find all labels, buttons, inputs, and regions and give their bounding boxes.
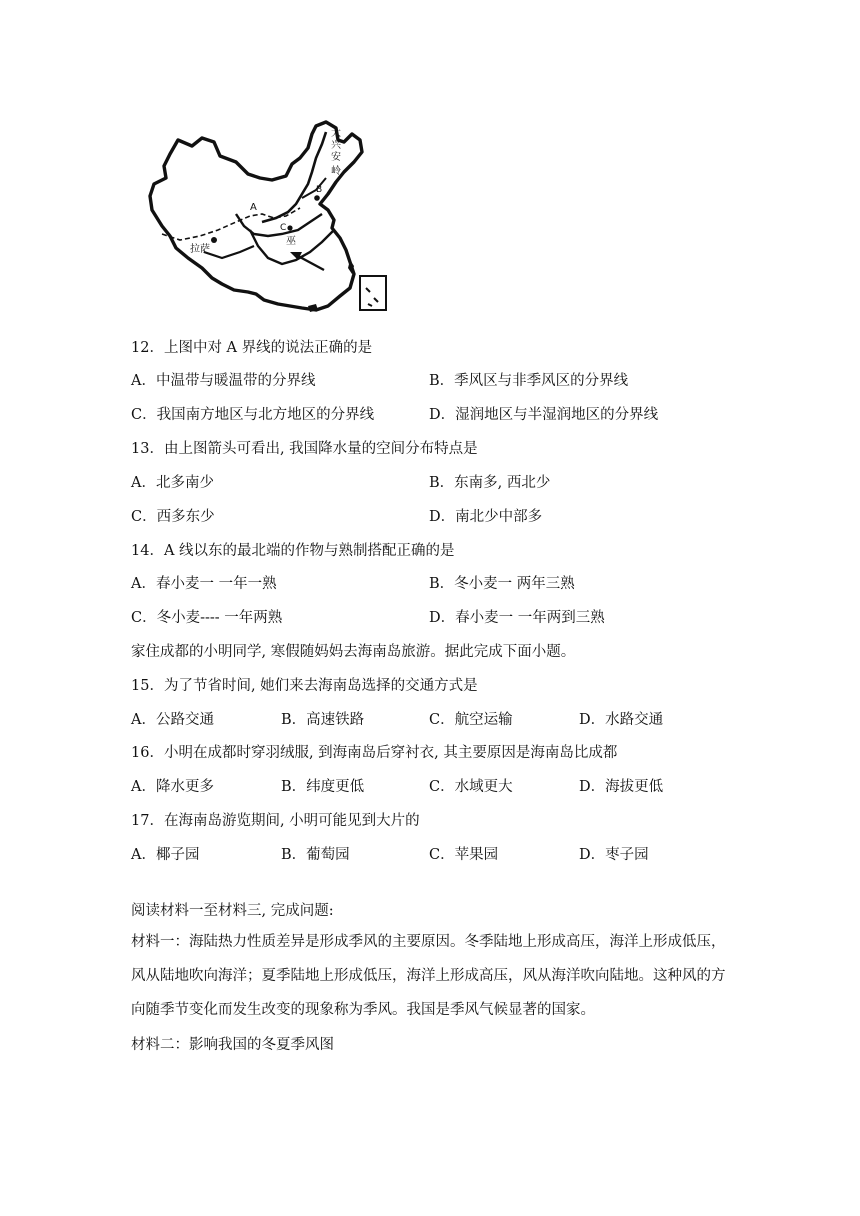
material-two: 材料二：影响我国的冬夏季风图 [131,1037,334,1053]
q17-stem: 17．在海南岛游览期间, 小明可能见到大片的 [131,813,420,829]
daxinganling-line [262,132,326,222]
q14-option-b: B．冬小麦一 两年三熟 [429,576,575,592]
q16-option-d: D．海拔更低 [579,779,664,795]
q15-option-c: C．航空运输 [429,712,513,728]
lasa-dot [211,237,217,243]
q12-option-b: B．季风区与非季风区的分界线 [429,373,629,389]
q13-option-a: A．北多南少 [131,475,214,491]
q14-option-d: D．春小麦一 一年两到三熟 [429,610,605,626]
q12-option-a: A．中温带与暖温带的分界线 [131,373,316,389]
q15-option-b: B．高速铁路 [281,712,365,728]
q14-stem: 14．A 线以东的最北端的作物与熟制搭配正确的是 [131,543,455,559]
q16-option-b: B．纬度更低 [281,779,365,795]
q13-option-b: B．东南多, 西北少 [429,475,551,491]
lasa-label: 拉萨 [190,244,210,255]
daxinganling-label: 大兴安岭 [331,128,341,177]
q14-option-c: C．冬小麦---- 一年两熟 [131,610,283,626]
q16-option-a: A．降水更多 [131,779,214,795]
inner-line-3 [204,246,254,258]
q13-option-d: D．南北少中部多 [429,509,543,525]
q14-option-a: A．春小麦一 一年一熟 [131,576,277,592]
c-dot [287,225,292,230]
q12-stem: 12．上图中对 A 界线的说法正确的是 [131,340,373,356]
q15-stem: 15．为了节省时间, 她们来去海南岛选择的交通方式是 [131,678,478,694]
q15-option-a: A．公路交通 [131,712,214,728]
reading-title: 阅读材料一至材料三, 完成问题: [131,903,334,919]
q16-stem: 16．小明在成都时穿羽绒服, 到海南岛后穿衬衣, 其主要原因是海南岛比成都 [131,745,618,761]
q17-option-d: D．枣子园 [579,847,649,863]
material-one: 材料一：海陆热力性质差异是形成季风的主要原因。冬季陆地上形成高压，海洋上形成低压，风从陆地吹向海洋；夏季陆地上形成低压，海洋上形成高压，风从海洋吹向陆地。这种风的方向随季节变化而发生改变的现象称为季风。我国是季风气候显著的国家。 [131,934,726,1018]
c-label: C [280,223,287,233]
q17-option-c: C．苹果园 [429,847,499,863]
wu-label: 巫 [286,236,296,247]
q12-option-c: C．我国南方地区与北方地区的分界线 [131,407,375,423]
q15-option-d: D．水路交通 [579,712,664,728]
china-map [140,118,390,313]
q17-option-a: A．椰子园 [131,847,200,863]
scenario-intro: 家住成都的小明同学, 寒假随妈妈去海南岛旅游。据此完成下面小题。 [131,644,576,660]
south-china-sea-inset [360,276,386,310]
q13-option-c: C．西多东少 [131,509,215,525]
q12-option-d: D．湿润地区与半湿润地区的分界线 [429,407,659,423]
q17-option-b: B．葡萄园 [281,847,350,863]
q13-stem: 13．由上图箭头可看出, 我国降水量的空间分布特点是 [131,441,478,457]
b-dot [314,195,320,201]
precipitation-arrow-line [298,256,324,270]
q16-option-c: C．水域更大 [429,779,513,795]
a-label: A [250,202,257,213]
b-label: B [316,185,323,195]
